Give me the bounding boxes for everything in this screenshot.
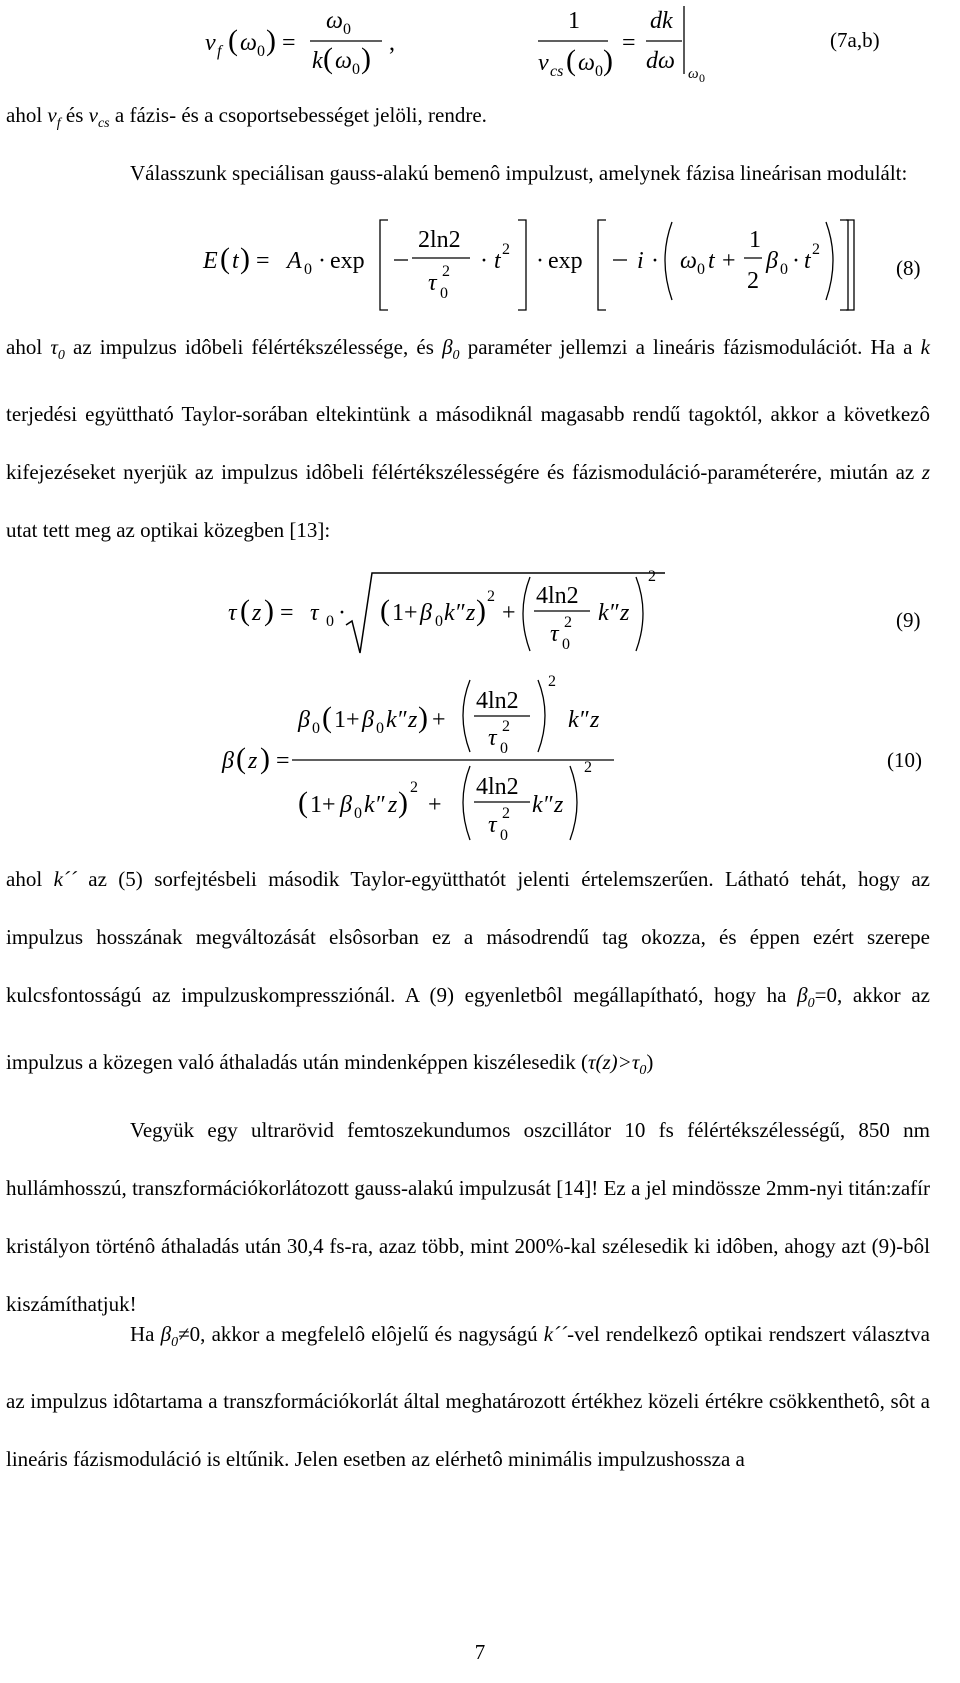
svg-text:1+: 1+ xyxy=(310,792,336,818)
svg-text:τ: τ xyxy=(550,621,559,647)
svg-text:β: β xyxy=(298,707,310,733)
svg-text:): ) xyxy=(361,42,371,75)
svg-text:4ln2: 4ln2 xyxy=(536,583,579,609)
svg-text:ω: ω xyxy=(335,48,352,74)
svg-text:ω: ω xyxy=(680,248,697,274)
svg-text:2: 2 xyxy=(747,268,759,294)
para5-run: Vegyük egy ultrarövid femtoszekundumos oszcillátor 10 fs félértékszélességű, 850 nm hullámhosszú, transzformációkorlátozott gauss-alakú impulzusát [14]! Ez a jel mindössze 2mm-nyi titán:zafír kristályon történô áthaladás után 30,4 fs-ra, azaz több, mint 200%-kal szélesedik ki idôben, ahogy azt (9)-bôl kiszámíthatjuk! xyxy=(6,1118,930,1316)
equation-10 xyxy=(0,670,960,850)
para3-run: 0 xyxy=(57,348,65,364)
svg-text:·: · xyxy=(318,248,326,274)
svg-text:τ: τ xyxy=(488,812,497,838)
paragraph-3 xyxy=(6,318,930,559)
svg-text:″: ″ xyxy=(376,792,386,818)
svg-text:dω: dω xyxy=(646,48,675,74)
svg-text:″: ″ xyxy=(610,600,620,626)
svg-text:E: E xyxy=(203,248,218,274)
svg-text:0: 0 xyxy=(595,63,603,80)
para3-run: az impulzus idôbeli félértékszélessége, és xyxy=(64,335,443,359)
para6-run: -vel rendelkezô optikai rendszert választva az impulzus idôtartama a transzformációkorlát által meghatározott értékhez közeli értékre csökkenthetô, sôt a lineáris fázismoduláció is eltűnik. Jelen esetben az elérhetô minimális impulzushossza a xyxy=(6,1322,930,1472)
svg-text:(: ( xyxy=(228,24,238,57)
paragraph-6 xyxy=(6,1305,930,1488)
svg-text:2: 2 xyxy=(442,263,450,280)
svg-text:1+: 1+ xyxy=(392,600,418,626)
para3-run: terjedési együttható Taylor-sorában eltekintünk a másodiknál magasabb rendű tagoktól, akkor a következô kifejezéseket nyerjük az impulzus idôbeli félértékszélességére és fázismoduláció-paraméterére, miután az xyxy=(6,402,930,485)
svg-text:,: , xyxy=(389,30,395,56)
svg-text:2: 2 xyxy=(564,614,572,631)
svg-text:·: · xyxy=(651,248,659,274)
equation-8 xyxy=(0,210,960,315)
svg-text:0: 0 xyxy=(500,740,508,757)
svg-text:0: 0 xyxy=(257,43,265,60)
para1-run: v xyxy=(88,103,98,127)
svg-text:0: 0 xyxy=(435,613,443,630)
svg-text:β: β xyxy=(420,600,432,626)
svg-text:z: z xyxy=(620,600,630,626)
svg-text:0: 0 xyxy=(352,61,360,78)
paragraph-2 xyxy=(6,144,930,202)
svg-text:0: 0 xyxy=(780,261,788,278)
para1-run: f xyxy=(56,116,61,132)
svg-text:″: ″ xyxy=(580,707,590,733)
svg-text:): ) xyxy=(476,594,486,627)
equation-9-formula xyxy=(0,565,960,665)
svg-text:exp: exp xyxy=(548,248,583,274)
svg-text:ω: ω xyxy=(240,30,257,56)
para3-run: τ xyxy=(50,335,58,359)
svg-text:2: 2 xyxy=(648,568,656,585)
svg-text:0: 0 xyxy=(697,261,705,278)
svg-text:+: + xyxy=(432,707,446,733)
svg-text:2: 2 xyxy=(410,779,418,796)
svg-text:dk: dk xyxy=(650,8,673,34)
svg-text:z: z xyxy=(252,600,262,626)
para4-run: az (5) sorfejtésbeli második Taylor-együtthatót jelenti értelemszerűen. Látható tehát, hogy az impulzus hosszának megváltozását elsôsorban ez a másodrendű tag okozza, és éppen ezért szerepe kulcsfontosságú az impulzuskompressziónál. A (9) egyenletbôl megállapítható, hogy ha xyxy=(6,867,931,1007)
equation-9-number: (9) xyxy=(896,608,921,632)
svg-text:): ) xyxy=(418,701,428,734)
svg-text:2: 2 xyxy=(502,241,510,258)
equation-8-number: (8) xyxy=(896,256,921,280)
para3-run: paraméter jellemzi a lineáris fázismodulációt. Ha a xyxy=(459,335,921,359)
svg-text:″: ″ xyxy=(398,707,408,733)
svg-text:β: β xyxy=(362,707,374,733)
svg-text:k: k xyxy=(312,48,323,74)
svg-text:=: = xyxy=(256,248,270,274)
svg-text:t: t xyxy=(232,248,239,274)
svg-text:t: t xyxy=(494,248,501,274)
svg-text:z: z xyxy=(590,707,600,733)
para3-run: ahol xyxy=(6,335,51,359)
svg-text:·: · xyxy=(480,248,488,274)
svg-text:(: ( xyxy=(236,742,246,775)
svg-text:1+: 1+ xyxy=(334,707,360,733)
svg-text:2ln2: 2ln2 xyxy=(418,227,461,253)
para6-run: ≠0, akkor a megfelelô elôjelű és nagyságú xyxy=(178,1322,544,1346)
svg-text:β: β xyxy=(766,248,778,274)
para3-run: β xyxy=(442,335,453,359)
equation-10-number: (10) xyxy=(887,748,922,772)
para6-run: Ha xyxy=(130,1322,161,1346)
svg-text:): ) xyxy=(398,786,408,819)
para6-run: k´´ xyxy=(543,1322,568,1346)
para6-run: β xyxy=(160,1322,172,1346)
svg-text:k: k xyxy=(532,792,543,818)
svg-text:β: β xyxy=(340,792,352,818)
equation-7 xyxy=(0,0,960,90)
svg-text:z: z xyxy=(466,600,476,626)
svg-text:2: 2 xyxy=(502,805,510,822)
svg-text:k: k xyxy=(364,792,375,818)
svg-text:): ) xyxy=(260,742,270,775)
svg-text:0: 0 xyxy=(500,827,508,844)
svg-text:0: 0 xyxy=(699,71,705,85)
paragraph-4 xyxy=(6,850,930,1100)
svg-text:0: 0 xyxy=(440,285,448,302)
svg-text:z: z xyxy=(248,748,258,774)
paragraph-5 xyxy=(6,1101,930,1333)
svg-text:·: · xyxy=(792,248,800,274)
svg-text:+: + xyxy=(722,248,736,274)
svg-text:2: 2 xyxy=(502,718,510,735)
svg-text:(: ( xyxy=(380,594,390,627)
svg-text:0: 0 xyxy=(312,720,320,737)
para1-run: a fázis- és a csoportsebességet jelöli, rendre. xyxy=(109,103,487,127)
svg-text:0: 0 xyxy=(376,720,384,737)
para6-run: 0 xyxy=(171,1335,179,1351)
svg-text:2: 2 xyxy=(548,673,556,690)
svg-text:0: 0 xyxy=(326,613,334,630)
svg-text:v: v xyxy=(205,30,216,56)
equation-7-number: (7a,b) xyxy=(830,28,880,52)
svg-text:=: = xyxy=(280,600,294,626)
svg-text:z: z xyxy=(554,792,564,818)
svg-text:z: z xyxy=(388,792,398,818)
svg-text:2: 2 xyxy=(812,241,820,258)
equation-9 xyxy=(0,565,960,665)
svg-text:t: t xyxy=(804,248,811,274)
svg-text:(: ( xyxy=(323,42,333,75)
svg-text:τ: τ xyxy=(488,725,497,751)
svg-text:ω: ω xyxy=(578,50,595,76)
svg-text:k: k xyxy=(386,707,397,733)
para4-run: k´´ xyxy=(53,867,77,891)
svg-text:i: i xyxy=(637,248,644,274)
para4-run: 0 xyxy=(807,996,815,1012)
para1-run: ahol xyxy=(6,103,48,127)
svg-text:v: v xyxy=(538,50,549,76)
svg-text:0: 0 xyxy=(304,261,312,278)
svg-text:1: 1 xyxy=(749,227,761,253)
svg-text:4ln2: 4ln2 xyxy=(476,774,519,800)
svg-text:2: 2 xyxy=(487,588,495,605)
para4-run: ahol xyxy=(6,867,54,891)
svg-text:0: 0 xyxy=(562,636,570,653)
page-number: 7 xyxy=(474,1640,486,1664)
svg-text:k: k xyxy=(444,600,455,626)
para1-run: és xyxy=(60,103,89,127)
svg-text:ω: ω xyxy=(688,66,699,82)
equation-8-formula xyxy=(0,210,960,315)
svg-text:): ) xyxy=(264,594,274,627)
svg-text:+: + xyxy=(428,792,442,818)
svg-text:τ: τ xyxy=(310,600,319,626)
svg-text:″: ″ xyxy=(456,600,466,626)
para4-run: τ(z)>τ xyxy=(587,1050,640,1075)
svg-text:(: ( xyxy=(220,242,230,275)
svg-text:τ: τ xyxy=(428,270,437,296)
para1-run: cs xyxy=(97,116,110,132)
para4-run: β xyxy=(797,983,808,1007)
svg-text:(: ( xyxy=(566,44,576,77)
para1-run: v xyxy=(47,103,57,127)
svg-text:″: ″ xyxy=(544,792,554,818)
svg-text:=: = xyxy=(622,30,636,56)
svg-text:): ) xyxy=(266,24,276,57)
para3-run: utat tett meg az optikai közegben [13]: xyxy=(6,518,331,543)
svg-text:0: 0 xyxy=(343,21,351,38)
svg-text:·: · xyxy=(338,600,346,626)
svg-text:z: z xyxy=(408,707,418,733)
svg-text:cs: cs xyxy=(550,63,564,80)
para4-run: ) xyxy=(646,1050,654,1075)
svg-text:A: A xyxy=(287,248,302,274)
svg-text:(: ( xyxy=(322,701,332,734)
svg-text:4ln2: 4ln2 xyxy=(476,688,519,714)
svg-text:(: ( xyxy=(240,594,250,627)
svg-text:exp: exp xyxy=(330,248,365,274)
svg-text:ω: ω xyxy=(326,8,343,34)
svg-text:=: = xyxy=(276,748,290,774)
svg-text:·: · xyxy=(536,248,544,274)
svg-text:): ) xyxy=(603,44,613,77)
svg-text:k: k xyxy=(598,600,609,626)
para3-run: z xyxy=(921,460,930,485)
svg-text:β: β xyxy=(222,748,234,774)
svg-text:f: f xyxy=(217,43,222,60)
equation-10-formula xyxy=(0,670,960,850)
svg-text:τ: τ xyxy=(228,600,237,626)
svg-text:2: 2 xyxy=(584,759,592,776)
svg-text:=: = xyxy=(282,30,296,56)
svg-text:(: ( xyxy=(298,786,308,819)
para3-run: 0 xyxy=(452,348,460,364)
svg-text:k: k xyxy=(568,707,579,733)
svg-text:0: 0 xyxy=(354,805,362,822)
para3-run: k xyxy=(920,335,930,359)
equation-7-formula xyxy=(0,0,960,90)
svg-text:+: + xyxy=(502,600,516,626)
svg-text:t: t xyxy=(708,248,715,274)
para2-run: Válasszunk speciálisan gauss-alakú bemenô impulzust, amelynek fázisa lineárisan modulált: xyxy=(130,161,908,185)
para4-run: =0, akkor az impulzus a közegen való áthaladás után mindenképpen kiszélesedik ( xyxy=(6,983,930,1075)
svg-text:): ) xyxy=(240,242,250,275)
para4-run: 0 xyxy=(639,1063,647,1079)
svg-text:1: 1 xyxy=(568,8,580,34)
